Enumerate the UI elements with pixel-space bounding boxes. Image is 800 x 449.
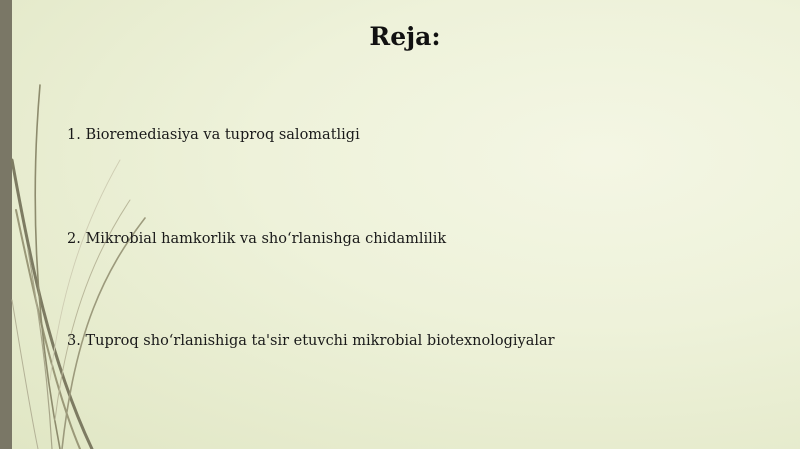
grass-stalks-decoration bbox=[0, 0, 200, 449]
plan-item-1: 1. Bioremediasiya va tuproq salomatligi bbox=[67, 127, 360, 143]
plan-item-3: 3. Tuproq sho‘rlanishiga ta'sir etuvchi mikrobial biotexnologiyalar bbox=[67, 333, 555, 349]
plan-item-2: 2. Mikrobial hamkorlik va sho‘rlanishga chidamlilik bbox=[67, 231, 447, 247]
slide-title: Reja: bbox=[369, 22, 441, 51]
